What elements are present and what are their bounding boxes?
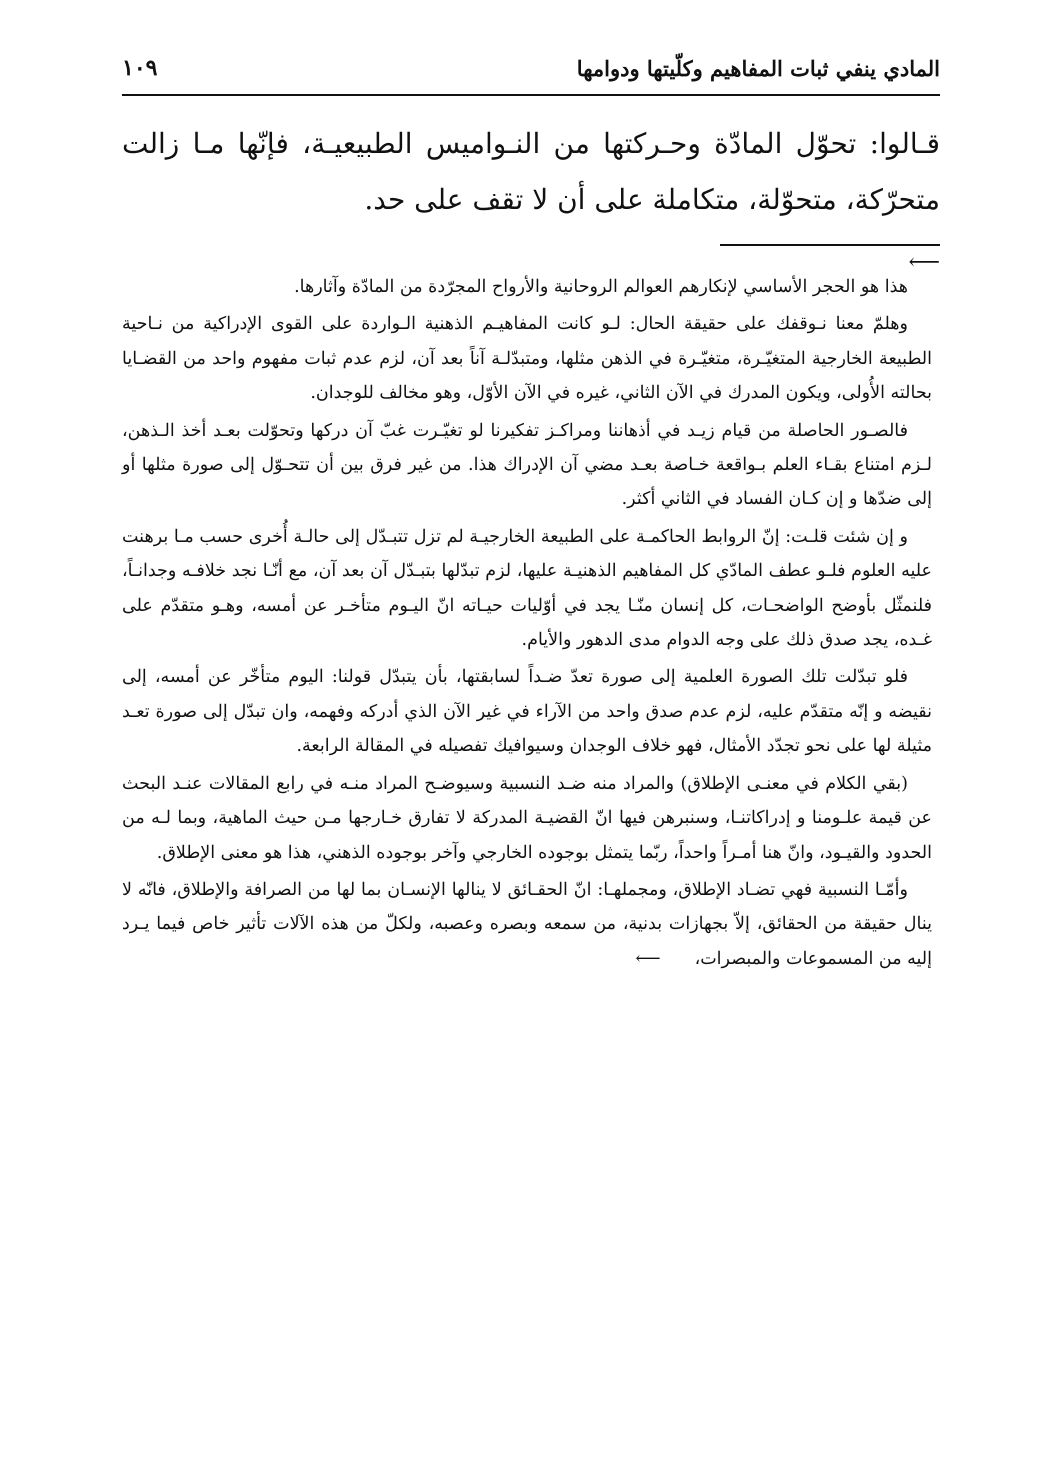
footnote-paragraph-text: وأمّـا النسبية فهي تضـاد الإطلاق، ومجملهـا: انّ الحقـائق لا ينالها الإنسـان بما لها من الصرافة والإطلاق، فانّه لا ينال حقيقة من الحقائق، إلاّ بجهازات بدنية، من سمعه وبصره وعصبه، ولكلّ من هذه الآلات تأثير خاص فيما يـرد إليه من المسموعات والمبصرات،	[122, 879, 932, 969]
page-number: ١٠٩	[122, 55, 158, 81]
footnotes	[122, 270, 932, 979]
footnote-paragraph: فالصـور الحاصلة من قيام زيـد في أذهاننا ومراكـز تفكيرنا لو تغيّـرت غبّ آن دركها وتحوّلت بعـد أخذ الـذهن، لـزم امتناع بقـاء العلم بـواقعة خـاصة بعـد مضي آن الإدراك هذا. من غير فرق بين أن تتحـوّل إلى صورة مثلها أو إلى ضدّها و إن كـان الفساد في الثاني أكثر.	[122, 420, 932, 510]
footnote-continuation-arrow-icon: ⟵	[908, 250, 940, 275]
footnote-paragraph: وهلمّ معنا نـوقفك على حقيقة الحال: لـو كانت المفاهيـم الذهنية الـواردة على القوى الإدراكية من نـاحية الطبيعة الخارجية المتغيّـرة، متغيّـرة في الذهن مثلها، ومتبدّلـة آناً بعد آن، لزم عدم ثبات مفهوم واحد من القضـايا بحالته الأُولى، ويكون المدرك في الآن الثاني، غيره في الآن الأوّل، وهو مخالف للوجدان.	[122, 314, 932, 404]
footnote-paragraph: و إن شئت قلـت: إنّ الروابط الحاكمـة على الطبيعة الخارجيـة لم تزل تتبـدّل إلى حالـة أُخرى حسب مـا برهنت عليه العلوم فلـو عطف المادّي كل المفاهيم الذهنيـة عليها، لزم تبدّلها بتبـدّل آن بعد آن، مع أنّـا نجد خلافـه وجدانـاً، فلنمثّل بأوضح الواضحـات، كل إنسان منّـا يجد في أوّليات حيـاته انّ اليـوم متأخـر عن أمسه، وهـو متقدّم على غـده، يجد صدق ذلك على وجه الدوام مدى الدهور والأيام.	[122, 526, 932, 651]
header-rule	[122, 94, 940, 96]
footnote-separator	[720, 244, 940, 246]
footnote-paragraph	[122, 873, 932, 976]
next-page-arrow-icon: ⟵	[635, 948, 661, 969]
main-text	[122, 116, 940, 228]
running-header	[122, 44, 940, 92]
footnote-paragraph: فلو تبدّلت تلك الصورة العلمية إلى صورة تعدّ ضـداً لسابقتها، بأن يتبدّل قولنا: اليوم متأخّر عن أمسه، إلى نقيضه و إنّه متقدّم عليه، لزم عدم صدق واحد من الآراء في غير الآن الذي أدركه وفهمه، وان تبدّل إلى صورة تعـد مثيلة لها على نحو تجدّد الأمثال، فهو خلاف الوجدان وسيوافيك تفصيله في المقالة الرابعة.	[122, 667, 932, 757]
main-paragraph: قـالوا: تحوّل المادّة وحـركتها من النـواميس الطبيعيـة، فإنّها مـا زالت متحرّكة، متحوّلة، متكاملة على أن لا تقف على حد.	[122, 127, 940, 216]
running-title: المادي ينفي ثبات المفاهيم وكلّيتها ودوامها	[576, 55, 940, 81]
footnote-paragraph: (بقي الكلام في معنـى الإطلاق) والمراد منه ضـد النسبية وسيوضـح المراد منـه في رابع المقالات عنـد البحث عن قيمة علـومنا و إدراكاتنـا، وسنبرهن فيها انّ القضيـة المدركة لا تفارق خـارجها مـن حيث الماهية، وبما لـه من الحدود والقيـود، وانّ هنا أمـراً واحداً، ربّما يتمثل بوجوده الخارجي وآخر بوجوده الذهني، هذا هو معنى الإطلاق.	[122, 773, 932, 863]
footnote-paragraph: هذا هو الحجر الأساسي لإنكارهم العوالم الروحانية والأرواح المجرّدة من المادّة وآثارها.	[294, 277, 908, 297]
